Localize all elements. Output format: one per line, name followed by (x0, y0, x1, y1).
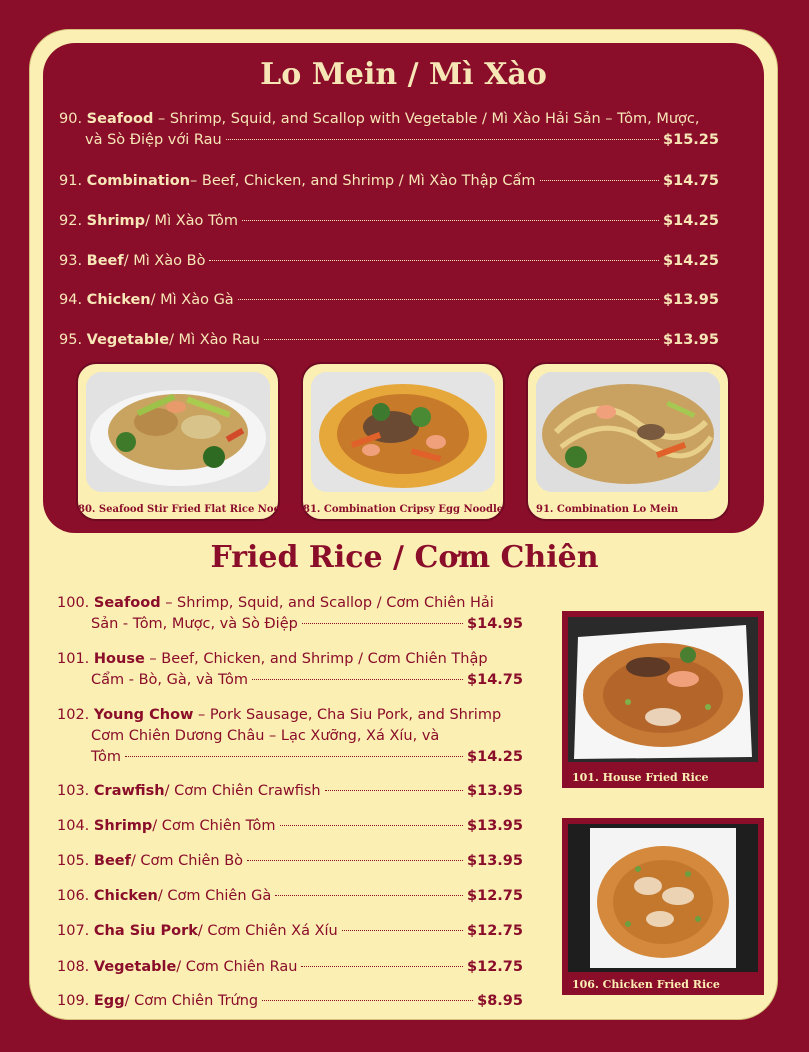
dot-leader (302, 623, 463, 624)
menu-item-103 (57, 781, 523, 802)
dish-photo (311, 372, 495, 492)
dot-leader (540, 180, 659, 181)
item-name: Combination (86, 173, 191, 189)
dot-leader (280, 825, 463, 826)
photo-caption: 80. Seafood Stir Fried Flat Rice Noodle (78, 504, 298, 515)
item-description: / Cơm Chiên Gà (157, 888, 272, 904)
menu-item-106 (57, 886, 523, 907)
menu-item-109 (57, 991, 523, 1012)
dot-leader (325, 790, 463, 791)
item-description: / Mì Xào Rau (169, 332, 260, 348)
item-description: / Cơm Chiên Rau (176, 959, 298, 975)
item-name: Vegetable (93, 959, 177, 975)
item-description: / Mì Xào Gà (150, 292, 234, 308)
dot-leader (342, 930, 463, 931)
item-name: Beef (86, 253, 124, 269)
item-name: Seafood (86, 111, 154, 127)
item-name: Crawfish (93, 783, 165, 799)
dot-leader (226, 139, 659, 140)
item-price: $14.95 (467, 616, 523, 632)
item-price: $13.95 (467, 853, 523, 869)
dot-leader (242, 220, 659, 221)
item-number: 94. (59, 292, 83, 308)
item-name: Cha Siu Pork (93, 923, 198, 939)
item-number: 106. (57, 888, 90, 904)
item-number: 90. (59, 111, 83, 127)
item-number: 103. (57, 783, 90, 799)
item-name: Vegetable (86, 332, 170, 348)
menu-item-100 (57, 593, 523, 635)
item-description: – Pork Sausage, Cha Siu Pork, and Shrimp (193, 707, 502, 723)
photo-caption: 106. Chicken Fried Rice (572, 978, 720, 991)
dish-photo (86, 372, 270, 492)
item-price: $15.25 (663, 132, 719, 148)
menu-item-105 (57, 851, 523, 872)
item-description: – Shrimp, Squid, and Scallop / Cơm Chiên Hải (160, 595, 494, 611)
dot-leader (301, 966, 463, 967)
item-price: $12.75 (467, 923, 523, 939)
item-price: $14.75 (467, 672, 523, 688)
item-number: 108. (57, 959, 90, 975)
photo-caption: 101. House Fried Rice (572, 771, 709, 784)
item-name: Shrimp (86, 213, 146, 229)
item-name: Beef (93, 853, 131, 869)
item-description: – Beef, Chicken, and Shrimp / Cơm Chiên Thập (144, 651, 488, 667)
item-price: $14.75 (663, 173, 719, 189)
menu-item-92 (59, 211, 719, 232)
menu-item-108 (57, 957, 523, 978)
photo-card-101 (562, 611, 764, 788)
menu-item-93 (59, 251, 719, 272)
menu-item-107 (57, 921, 523, 942)
photo-card-91 (526, 362, 730, 521)
item-description: / Mì Xào Tôm (145, 213, 238, 229)
item-description: – Shrimp, Squid, and Scallop with Vegetable / Mì Xào Hải Sản – Tôm, Mược, (153, 111, 700, 127)
item-description: / Cơm Chiên Crawfish (164, 783, 321, 799)
item-description-cont: Sản - Tôm, Mược, và Sò Điệp (91, 616, 298, 632)
item-description: / Cơm Chiên Tôm (152, 818, 276, 834)
dish-photo (568, 617, 758, 762)
dot-leader (247, 860, 463, 861)
dot-leader (209, 260, 659, 261)
lo-mein-title: Lo Mein / Mì Xào (260, 57, 547, 92)
item-price: $12.75 (467, 888, 523, 904)
photo-card-80 (76, 362, 298, 521)
item-number: 101. (57, 651, 90, 667)
item-name: Chicken (86, 292, 151, 308)
item-number: 95. (59, 332, 83, 348)
menu-item-102 (57, 705, 523, 768)
item-name: Shrimp (93, 818, 153, 834)
item-name: House (93, 651, 145, 667)
item-number: 92. (59, 213, 83, 229)
dot-leader (275, 895, 463, 896)
dish-photo (568, 824, 758, 972)
dot-leader (238, 299, 659, 300)
item-number: 91. (59, 173, 83, 189)
item-description: / Cơm Chiên Xá Xíu (197, 923, 338, 939)
menu-item-104 (57, 816, 523, 837)
item-name: Young Chow (93, 707, 194, 723)
item-number: 107. (57, 923, 90, 939)
dot-leader (264, 339, 659, 340)
dot-leader (252, 679, 463, 680)
item-price: $13.95 (467, 783, 523, 799)
dish-photo (536, 372, 720, 492)
item-number: 102. (57, 707, 90, 723)
item-name: Chicken (93, 888, 158, 904)
menu-item-90 (59, 109, 719, 151)
item-price: $13.95 (663, 292, 719, 308)
photo-caption: 81. Combination Cripsy Egg Noodle (303, 504, 504, 515)
item-number: 105. (57, 853, 90, 869)
photo-card-106 (562, 818, 764, 995)
item-number: 104. (57, 818, 90, 834)
item-price: $14.25 (663, 213, 719, 229)
menu-item-95 (59, 330, 719, 351)
item-name: Egg (93, 993, 125, 1009)
item-price: $13.95 (663, 332, 719, 348)
menu-item-101 (57, 649, 523, 691)
item-number: 100. (57, 595, 90, 611)
lo-mein-section (43, 43, 764, 533)
menu-item-94 (59, 290, 719, 311)
item-description: / Cơm Chiên Trứng (124, 993, 259, 1009)
item-price: $14.25 (467, 749, 523, 765)
item-price: $12.75 (467, 959, 523, 975)
item-price: $8.95 (477, 993, 523, 1009)
item-number: 93. (59, 253, 83, 269)
item-number: 109. (57, 993, 90, 1009)
dot-leader (262, 1000, 473, 1001)
menu-item-91 (59, 171, 719, 192)
photo-caption: 91. Combination Lo Mein (536, 504, 679, 515)
fried-rice-title: Fried Rice / Cơm Chiên (210, 540, 599, 575)
item-description-cont: Cẩm - Bò, Gà, và Tôm (91, 672, 248, 688)
item-description: – Beef, Chicken, and Shrimp / Mì Xào Thập Cẩm (190, 173, 536, 189)
photo-card-81 (301, 362, 505, 521)
item-price: $14.25 (663, 253, 719, 269)
item-description-cont: Cơm Chiên Dương Châu – Lạc Xưỡng, Xá Xíu, và (91, 728, 440, 744)
dot-leader (125, 756, 463, 757)
item-description: / Mì Xào Bò (123, 253, 206, 269)
item-description-cont: Tôm (91, 749, 121, 765)
item-description-cont: và Sò Điệp với Rau (85, 132, 222, 148)
item-description: / Cơm Chiên Bò (130, 853, 244, 869)
item-name: Seafood (93, 595, 161, 611)
item-price: $13.95 (467, 818, 523, 834)
